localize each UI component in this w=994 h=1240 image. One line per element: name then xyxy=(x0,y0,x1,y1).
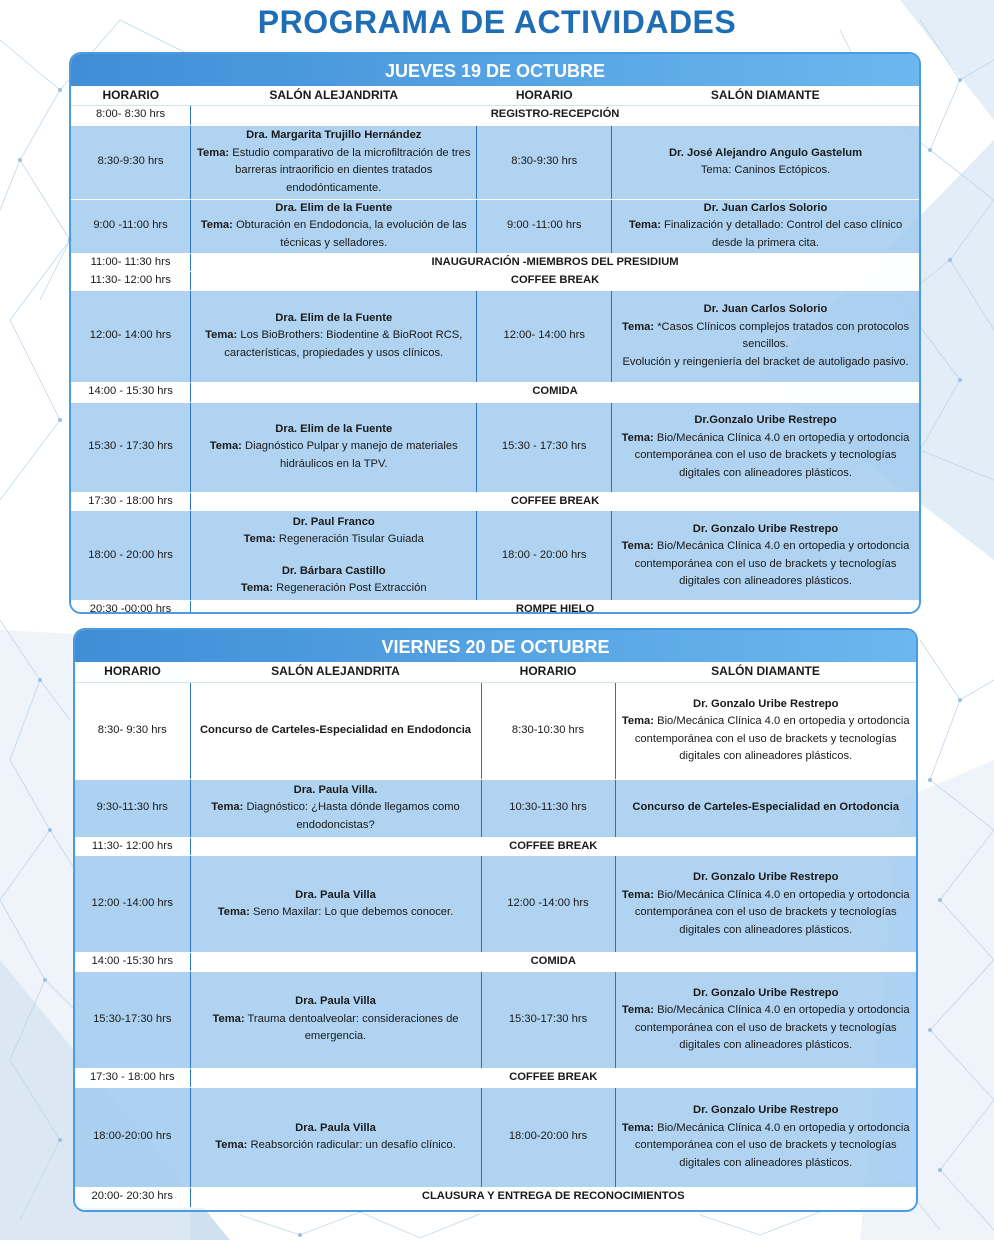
topic xyxy=(616,319,915,354)
table-row xyxy=(71,253,919,272)
table-row xyxy=(75,1187,916,1207)
column-header: HORARIO xyxy=(71,86,191,105)
speaker-name: Dr. Juan Carlos Solorio xyxy=(703,303,828,315)
topic-text: Diagnóstico: ¿Hasta dónde llegamos como endodoncistas? xyxy=(243,801,460,831)
time-cell: 12:00 -14:00 hrs xyxy=(75,856,190,953)
column-header: SALÓN ALEJANDRITA xyxy=(191,86,477,105)
topic-extra: Evolución y reingeniería del bracket de autoligado pasivo. xyxy=(622,355,909,368)
topic-label: Tema: xyxy=(621,888,654,901)
speaker-name: Dr. Gonzalo Uribe Restrepo xyxy=(693,871,839,883)
topic xyxy=(620,1120,913,1173)
topic-label: Tema: xyxy=(243,533,276,545)
session-cell xyxy=(190,971,481,1068)
topic xyxy=(195,217,472,252)
topic xyxy=(620,887,913,940)
topic-label: Tema: xyxy=(621,1004,654,1016)
topic xyxy=(616,430,915,483)
span-cell: COMIDA xyxy=(190,953,916,972)
topic xyxy=(616,217,915,252)
schedule-day-viernes xyxy=(73,628,918,1212)
span-cell: INAUGURACIÓN -MIEMBROS DEL PRESIDIUM xyxy=(191,253,919,272)
topic-label: Tema: xyxy=(205,329,238,342)
span-cell: COFFEE BREAK xyxy=(191,272,919,291)
column-header: HORARIO xyxy=(481,662,615,682)
time-cell: 11:30- 12:00 hrs xyxy=(75,837,190,856)
time-cell: 11:30- 12:00 hrs xyxy=(71,272,191,291)
topic xyxy=(620,713,913,766)
time-cell: 8:30- 9:30 hrs xyxy=(75,682,190,779)
table-row xyxy=(71,402,919,492)
time-cell: 8:30-10:30 hrs xyxy=(481,682,615,779)
topic-text: Bio/Mecánica Clínica 4.0 en ortopedia y ortodoncia contemporánea con el uso de brackets y tecnologías digitales con alineadores plásticos. xyxy=(634,715,910,762)
session-cell xyxy=(615,856,916,953)
schedule-day-jueves xyxy=(69,52,921,614)
topic xyxy=(620,1002,913,1055)
topic xyxy=(195,531,472,549)
topic xyxy=(195,327,472,362)
topic-label: Tema: xyxy=(211,801,244,814)
topic-label: Tema: xyxy=(215,1139,248,1151)
time-cell: 11:00- 11:30 hrs xyxy=(71,253,191,272)
speaker-name: Dr. Bárbara Castillo xyxy=(281,564,386,577)
speaker-name: Dra. Elim de la Fuente xyxy=(275,311,393,324)
schedule-table xyxy=(75,662,916,1208)
time-cell: 15:30-17:30 hrs xyxy=(75,971,190,1068)
time-cell: 9:00 -11:00 hrs xyxy=(71,199,191,253)
column-header: SALÓN ALEJANDRITA xyxy=(190,662,481,682)
topic-label: Tema: xyxy=(209,440,242,453)
topic xyxy=(616,538,915,591)
column-header-row xyxy=(75,662,916,682)
session-cell xyxy=(191,511,477,601)
topic-text: Trauma dentoalveolar: consideraciones de emergencia. xyxy=(244,1012,459,1043)
session-cell xyxy=(615,682,916,779)
time-cell: 14:00 -15:30 hrs xyxy=(75,953,190,972)
time-cell: 15:30-17:30 hrs xyxy=(481,971,615,1068)
session-cell xyxy=(191,402,477,492)
speaker-name: Dra. Elim de la Fuente xyxy=(275,201,393,214)
span-cell: COMIDA xyxy=(191,382,919,402)
column-header-row xyxy=(71,86,919,105)
time-cell: 8:30-9:30 hrs xyxy=(477,125,612,199)
time-cell: 12:00 -14:00 hrs xyxy=(481,856,615,953)
table-row xyxy=(71,272,919,291)
table-row xyxy=(75,682,916,779)
table-row xyxy=(71,601,919,615)
time-cell: 17:30 - 18:00 hrs xyxy=(71,492,191,511)
time-cell: 18:00 - 20:00 hrs xyxy=(71,511,191,601)
topic xyxy=(195,145,472,198)
speaker-name: Dra. Paula Villa xyxy=(295,888,376,901)
column-header: HORARIO xyxy=(75,662,190,682)
topic xyxy=(195,438,472,473)
topic-text: Bio/Mecánica Clínica 4.0 en ortopedia y ortodoncia contemporánea con el uso de brackets y tecnologías digitales con alineadores plásticos. xyxy=(634,1121,910,1169)
topic-label: Tema: xyxy=(621,1121,654,1134)
topic-text: Regeneración Tisular Guiada xyxy=(275,533,424,545)
topic-label: Tema: xyxy=(621,320,655,333)
time-cell: 15:30 - 17:30 hrs xyxy=(71,402,191,492)
speaker-name: Dra. Paula Villa. xyxy=(293,783,378,796)
time-cell: 20:30 -00:00 hrs xyxy=(71,601,191,615)
speaker-name: Dr. José Alejandro Angulo Gastelum xyxy=(668,146,863,159)
time-cell: 18:00-20:00 hrs xyxy=(481,1087,615,1187)
table-row xyxy=(71,382,919,402)
session-cell xyxy=(612,125,919,199)
topic-text: Bio/Mecánica Clínica 4.0 en ortopedia y ortodoncia contemporánea con el uso de brackets y tecnologías digitales con alineadores plásticos. xyxy=(634,540,910,587)
topic xyxy=(195,580,472,598)
session-cell xyxy=(612,290,919,382)
topic xyxy=(195,904,477,922)
table-row xyxy=(75,953,916,972)
topic xyxy=(195,799,477,834)
table-row xyxy=(71,492,919,511)
session-cell: Concurso de Carteles-Especialidad en Ortodoncia xyxy=(615,779,916,837)
topic-label: Tema: xyxy=(197,146,230,159)
speaker-name: Dra. Margarita Trujillo Hernández xyxy=(246,129,422,141)
topic-label: Tema: xyxy=(700,164,732,176)
span-cell: REGISTRO-RECEPCIÓN xyxy=(191,105,919,125)
column-header: HORARIO xyxy=(477,86,612,105)
table-row xyxy=(75,1068,916,1087)
topic xyxy=(616,162,915,180)
time-cell: 9:30-11:30 hrs xyxy=(75,779,190,837)
session-cell xyxy=(190,779,481,837)
time-cell: 12:00- 14:00 hrs xyxy=(477,290,612,382)
table-row xyxy=(71,125,919,199)
table-row xyxy=(71,511,919,601)
session-cell: Concurso de Carteles-Especialidad en Endodoncia xyxy=(190,682,481,779)
span-cell: COFFEE BREAK xyxy=(191,492,919,511)
time-cell: 20:00- 20:30 hrs xyxy=(75,1187,190,1207)
topic-text: Los BioBrothers: Biodentine & BioRoot RCS, características, propiedades y usos clínicos. xyxy=(224,329,463,359)
speaker-name: Dr. Juan Carlos Solorio xyxy=(703,201,828,214)
topic-text: *Casos Clínicos complejos tratados con protocolos sencillos. xyxy=(654,320,910,350)
speaker-name: Dr. Gonzalo Uribe Restrepo xyxy=(692,522,839,535)
topic-label: Tema: xyxy=(621,715,654,727)
topic-text: Finalización y detallado: Control del caso clínico desde la primera cita. xyxy=(660,219,903,249)
session-cell xyxy=(191,125,477,199)
topic-label: Tema: xyxy=(200,219,233,232)
speaker-name: Dra. Paula Villa xyxy=(295,995,376,1008)
table-row xyxy=(75,1087,916,1187)
time-cell: 15:30 - 17:30 hrs xyxy=(477,402,612,492)
session-cell xyxy=(615,1087,916,1187)
day-heading: JUEVES 19 DE OCTUBRE xyxy=(71,54,919,86)
time-cell: 17:30 - 18:00 hrs xyxy=(75,1068,190,1087)
topic-label: Tema: xyxy=(217,906,250,918)
session-cell xyxy=(190,856,481,953)
topic-text: Bio/Mecánica Clínica 4.0 en ortopedia y ortodoncia contemporánea con el uso de brackets y tecnologías digitales con alineadores plásticos. xyxy=(634,1004,910,1051)
topic-text: Caninos Ectópicos. xyxy=(731,164,831,176)
session-cell xyxy=(612,199,919,253)
time-cell: 14:00 - 15:30 hrs xyxy=(71,382,191,402)
session-cell xyxy=(615,971,916,1068)
topic-text: Obturación en Endodoncia, la evolución de las técnicas y selladores. xyxy=(232,219,467,249)
topic-text: Regeneración Post Extracción xyxy=(272,582,427,594)
speaker-name: Dr. Gonzalo Uribe Restrepo xyxy=(693,1104,839,1116)
session-cell xyxy=(190,1087,481,1187)
time-cell: 18:00-20:00 hrs xyxy=(75,1087,190,1187)
time-cell: 12:00- 14:00 hrs xyxy=(71,290,191,382)
span-cell: ROMPE HIELO xyxy=(191,601,919,615)
day-heading: VIERNES 20 DE OCTUBRE xyxy=(75,630,916,662)
span-cell: COFFEE BREAK xyxy=(190,837,916,856)
table-row xyxy=(71,199,919,253)
table-row xyxy=(71,105,919,125)
topic-text: Reabsorción radicular: un desafío clínico. xyxy=(247,1139,456,1151)
table-row xyxy=(75,779,916,837)
span-cell: CLAUSURA Y ENTREGA DE RECONOCIMIENTOS xyxy=(190,1187,916,1207)
topic-label: Tema: xyxy=(240,582,273,594)
speaker-name: Dr. Gonzalo Uribe Restrepo xyxy=(693,986,839,999)
table-row xyxy=(75,971,916,1068)
topic xyxy=(195,1011,477,1046)
table-row xyxy=(75,837,916,856)
speaker-name: Dra. Elim de la Fuente xyxy=(275,422,393,435)
time-cell: 8:00- 8:30 hrs xyxy=(71,105,191,125)
page-title: PROGRAMA DE ACTIVIDADES xyxy=(257,4,737,40)
session-cell xyxy=(191,290,477,382)
topic-label: Tema: xyxy=(212,1012,245,1025)
topic-text: Diagnóstico Pulpar y manejo de materiales hidráulicos en la TPV. xyxy=(241,440,458,470)
time-cell: 10:30-11:30 hrs xyxy=(481,779,615,837)
topic xyxy=(195,1137,477,1155)
speaker-name: Dr. Gonzalo Uribe Restrepo xyxy=(693,697,839,710)
schedule-table xyxy=(71,86,919,614)
table-row xyxy=(71,290,919,382)
speaker-name: Dr. Paul Franco xyxy=(292,515,375,528)
column-header: SALÓN DIAMANTE xyxy=(612,86,919,105)
topic-label: Tema: xyxy=(621,431,654,444)
table-row xyxy=(75,856,916,953)
topic-text: Bio/Mecánica Clínica 4.0 en ortopedia y ortodoncia contemporánea con el uso de brackets y tecnologías digitales con alineadores plásticos. xyxy=(634,431,910,479)
column-header: SALÓN DIAMANTE xyxy=(615,662,916,682)
topic-text: Bio/Mecánica Clínica 4.0 en ortopedia y ortodoncia contemporánea con el uso de brackets y tecnologías digitales con alineadores plásticos. xyxy=(634,888,910,936)
speaker-name: Dr.Gonzalo Uribe Restrepo xyxy=(694,414,837,426)
time-cell: 8:30-9:30 hrs xyxy=(71,125,191,199)
time-cell: 9:00 -11:00 hrs xyxy=(477,199,612,253)
topic-label: Tema: xyxy=(628,219,661,232)
topic-label: Tema: xyxy=(621,540,654,552)
topic-text: Estudio comparativo de la microfiltración de tres barreras intraorificio en dientes tratados endodónticamente. xyxy=(229,146,471,194)
topic-text: Seno Maxilar: Lo que debemos conocer. xyxy=(249,906,454,918)
span-cell: COFFEE BREAK xyxy=(190,1068,916,1087)
speaker-name: Dra. Paula Villa xyxy=(295,1121,376,1134)
time-cell: 18:00 - 20:00 hrs xyxy=(477,511,612,601)
session-cell xyxy=(191,199,477,253)
session-cell xyxy=(612,402,919,492)
session-cell xyxy=(612,511,919,601)
